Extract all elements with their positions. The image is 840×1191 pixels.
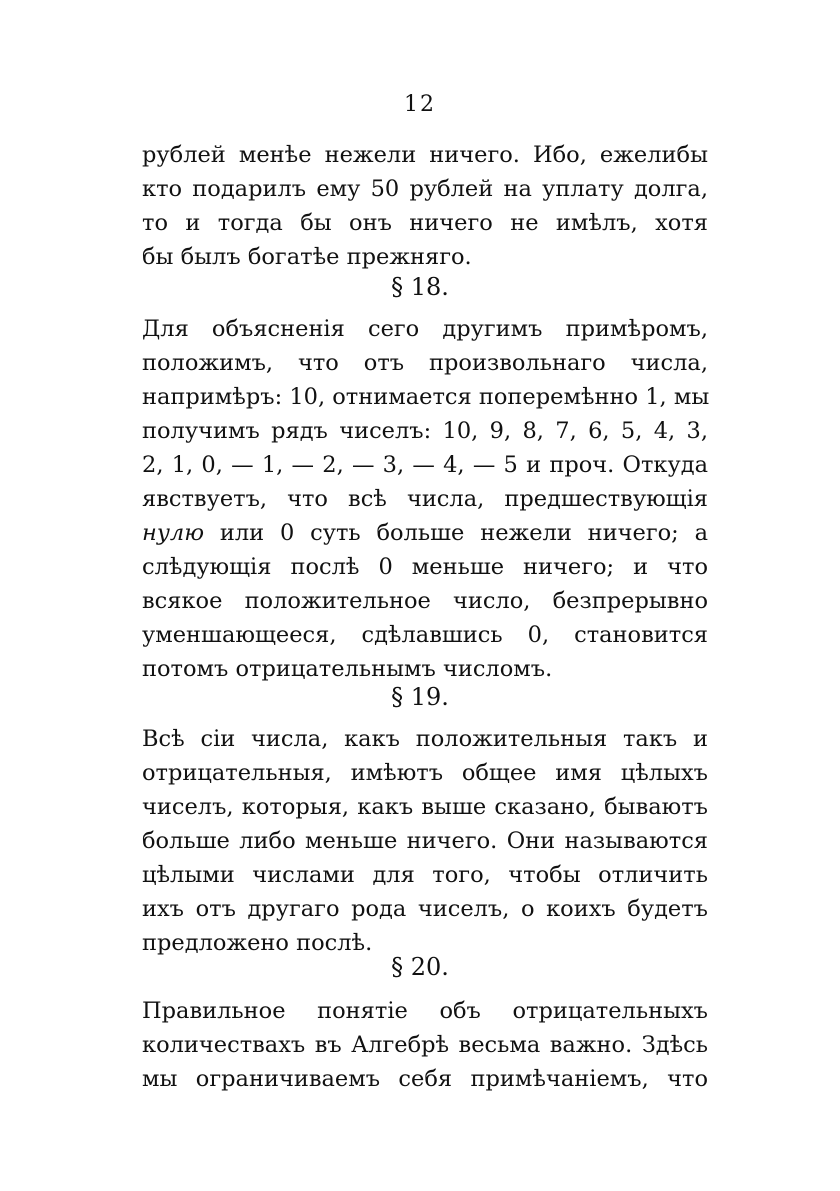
section-heading-20: § 20. [391,953,449,981]
text-line: уменшающееся, сдѣлавшись 0, становится [142,622,708,648]
text-line: предложено послѣ. [142,930,373,956]
page-number: 12 [404,92,436,117]
text-line: отрицательныя, имѣютъ общее имя цѣлыхъ [142,760,708,786]
text-line: Всѣ сіи числа, какъ положительныя такъ и [142,726,708,752]
text-line: Правильное понятіе объ отрицательныхъ [142,998,708,1024]
text-line: получимъ рядъ чиселъ: 10, 9, 8, 7, 6, 5, 4, 3, [142,418,708,444]
text-line: положимъ, что отъ произвольнаго числа, [142,350,708,376]
text-line: то и тогда бы онъ ничего не имѣлъ, хотя [142,210,708,236]
italic-term: нулю [142,520,205,546]
section-heading-18: § 18. [391,273,449,301]
text-line: потомъ отрицательнымъ числомъ. [142,656,553,682]
text-line: слѣдующія послѣ 0 меньше ничего; и что [142,554,708,580]
text-line: всякое положительное число, безпрерывно [142,588,708,614]
text-line: рублей менѣе нежели ничего. Ибо, ежелибы [142,142,708,168]
text-line: количествахъ въ Алгебрѣ весьма важно. Здѣсь [142,1032,708,1058]
section-heading-19: § 19. [391,683,449,711]
text-line: ихъ отъ другаго рода чиселъ, о коихъ будетъ [142,896,708,922]
text-line: цѣлыми числами для того, чтобы отличить [142,862,708,888]
text-line: больше либо меньше ничего. Они называются [142,828,708,854]
paragraph-section-20 [142,994,708,1096]
text-line: напримѣръ: 10, отнимается поперемѣнно 1, мы [142,384,710,410]
text-line: 2, 1, 0, — 1, — 2, — 3, — 4, — 5 и проч. Откуда [142,452,708,478]
text-line: мы ограничиваемъ себя примѣчаніемъ, что [142,1066,708,1092]
text-line: явствуетъ, что всѣ числа, предшествующія [142,486,708,512]
text-line: кто подарилъ ему 50 рублей на уплату долга, [142,176,708,202]
text-line: бы былъ богатѣе прежняго. [142,244,472,270]
text-line: Для объясненія сего другимъ примѣромъ, [142,316,708,342]
paragraph-section-18 [142,312,708,686]
paragraph-intro [142,138,708,274]
text-line-with-italic: нулю или 0 суть больше нежели ничего; а [142,520,708,546]
text-line: чиселъ, которыя, какъ выше сказано, бываютъ [142,794,708,820]
paragraph-section-19 [142,722,708,960]
